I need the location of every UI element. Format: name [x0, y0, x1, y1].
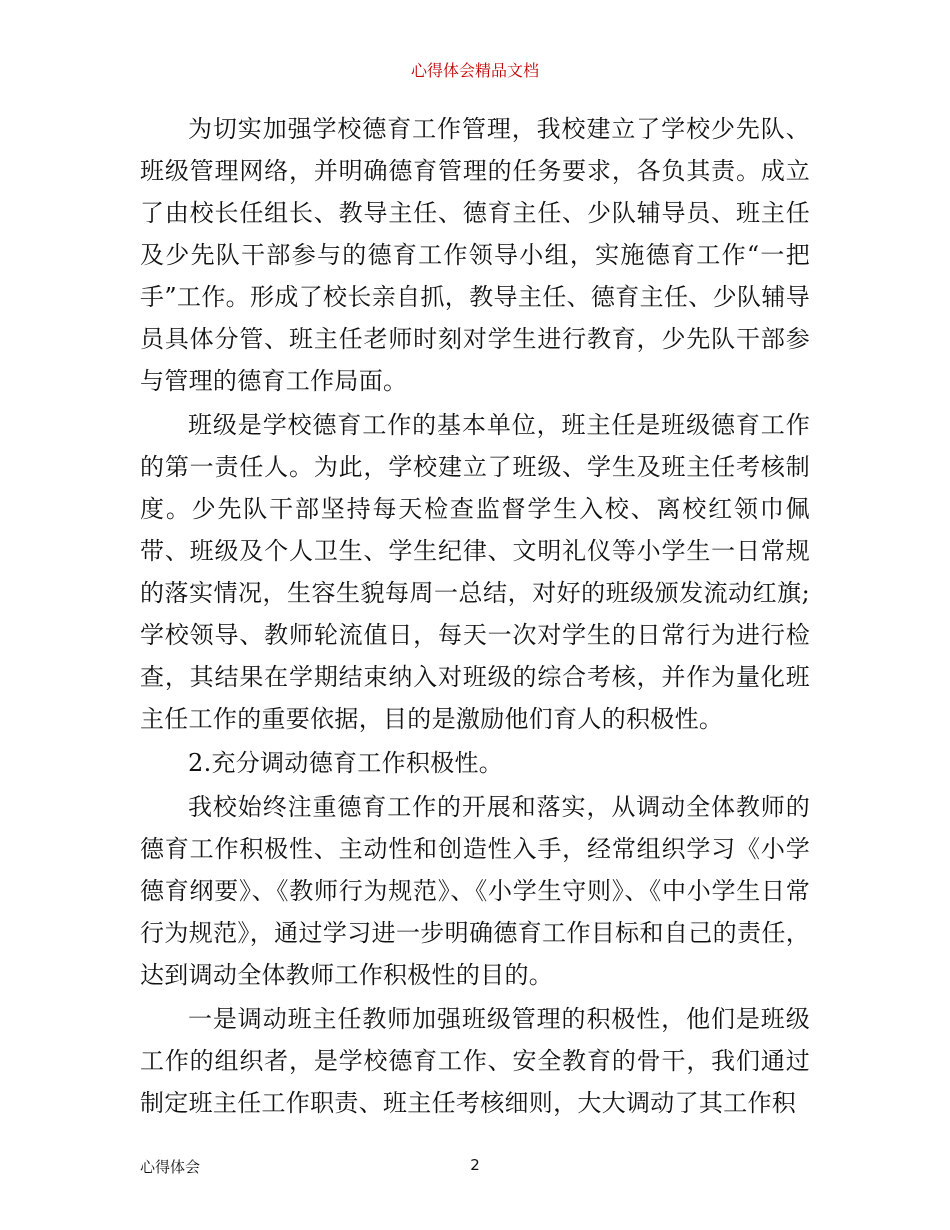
document-body: [140, 108, 810, 1126]
page-header-title: 心得体会精品文档: [410, 61, 539, 80]
paragraph-4: 我校始终注重德育工作的开展和落实，从调动全体教师的德育工作积极性、主动性和创造性入手，经常组织学习《小学德育纲要》、《教师行为规范》、《小学生守则》、《中小学生日常行为规范》，通过学习进一步明确德育工作目标和自己的责任，达到调动全体教师工作积极性的目的。: [140, 793, 810, 989]
paragraph-3: 2.充分调动德育工作积极性。: [188, 749, 504, 777]
page-number: 2: [470, 1156, 480, 1174]
paragraph-2: 班级是学校德育工作的基本单位，班主任是班级德育工作的第一责任人。为此，学校建立了班级、学生及班主任考核制度。少先队干部坚持每天检查监督学生入校、离校红领巾佩带、班级及个人卫生、学生纪律、文明礼仪等小学生一日常规的落实情况，生容生貌每周一总结，对好的班级颁发流动红旗;学校领导、教师轮流值日，每天一次对学生的日常行为进行检查，其结果在学期结束纳入对班级的综合考核，并作为量化班主任工作的重要依据，目的是激励他们育人的积极性。: [140, 411, 810, 733]
paragraph-5: 一是调动班主任教师加强班级管理的积极性，他们是班级工作的组织者，是学校德育工作、安全教育的骨干，我们通过制定班主任工作职责、班主任考核细则，大大调动了其工作积: [140, 1005, 810, 1117]
paragraph-1: 为切实加强学校德育工作管理，我校建立了学校少先队、班级管理网络，并明确德育管理的任务要求，各负其责。成立了由校长任组长、教导主任、德育主任、少队辅导员、班主任及少先队干部参与的德育工作领导小组，实施德育工作“一把手”工作。形成了校长亲自抓，教导主任、德育主任、少队辅导员具体分管、班主任老师时刻对学生进行教育，少先队干部参与管理的德育工作局面。: [140, 115, 810, 395]
footer-label: 心得体会: [140, 1158, 201, 1176]
